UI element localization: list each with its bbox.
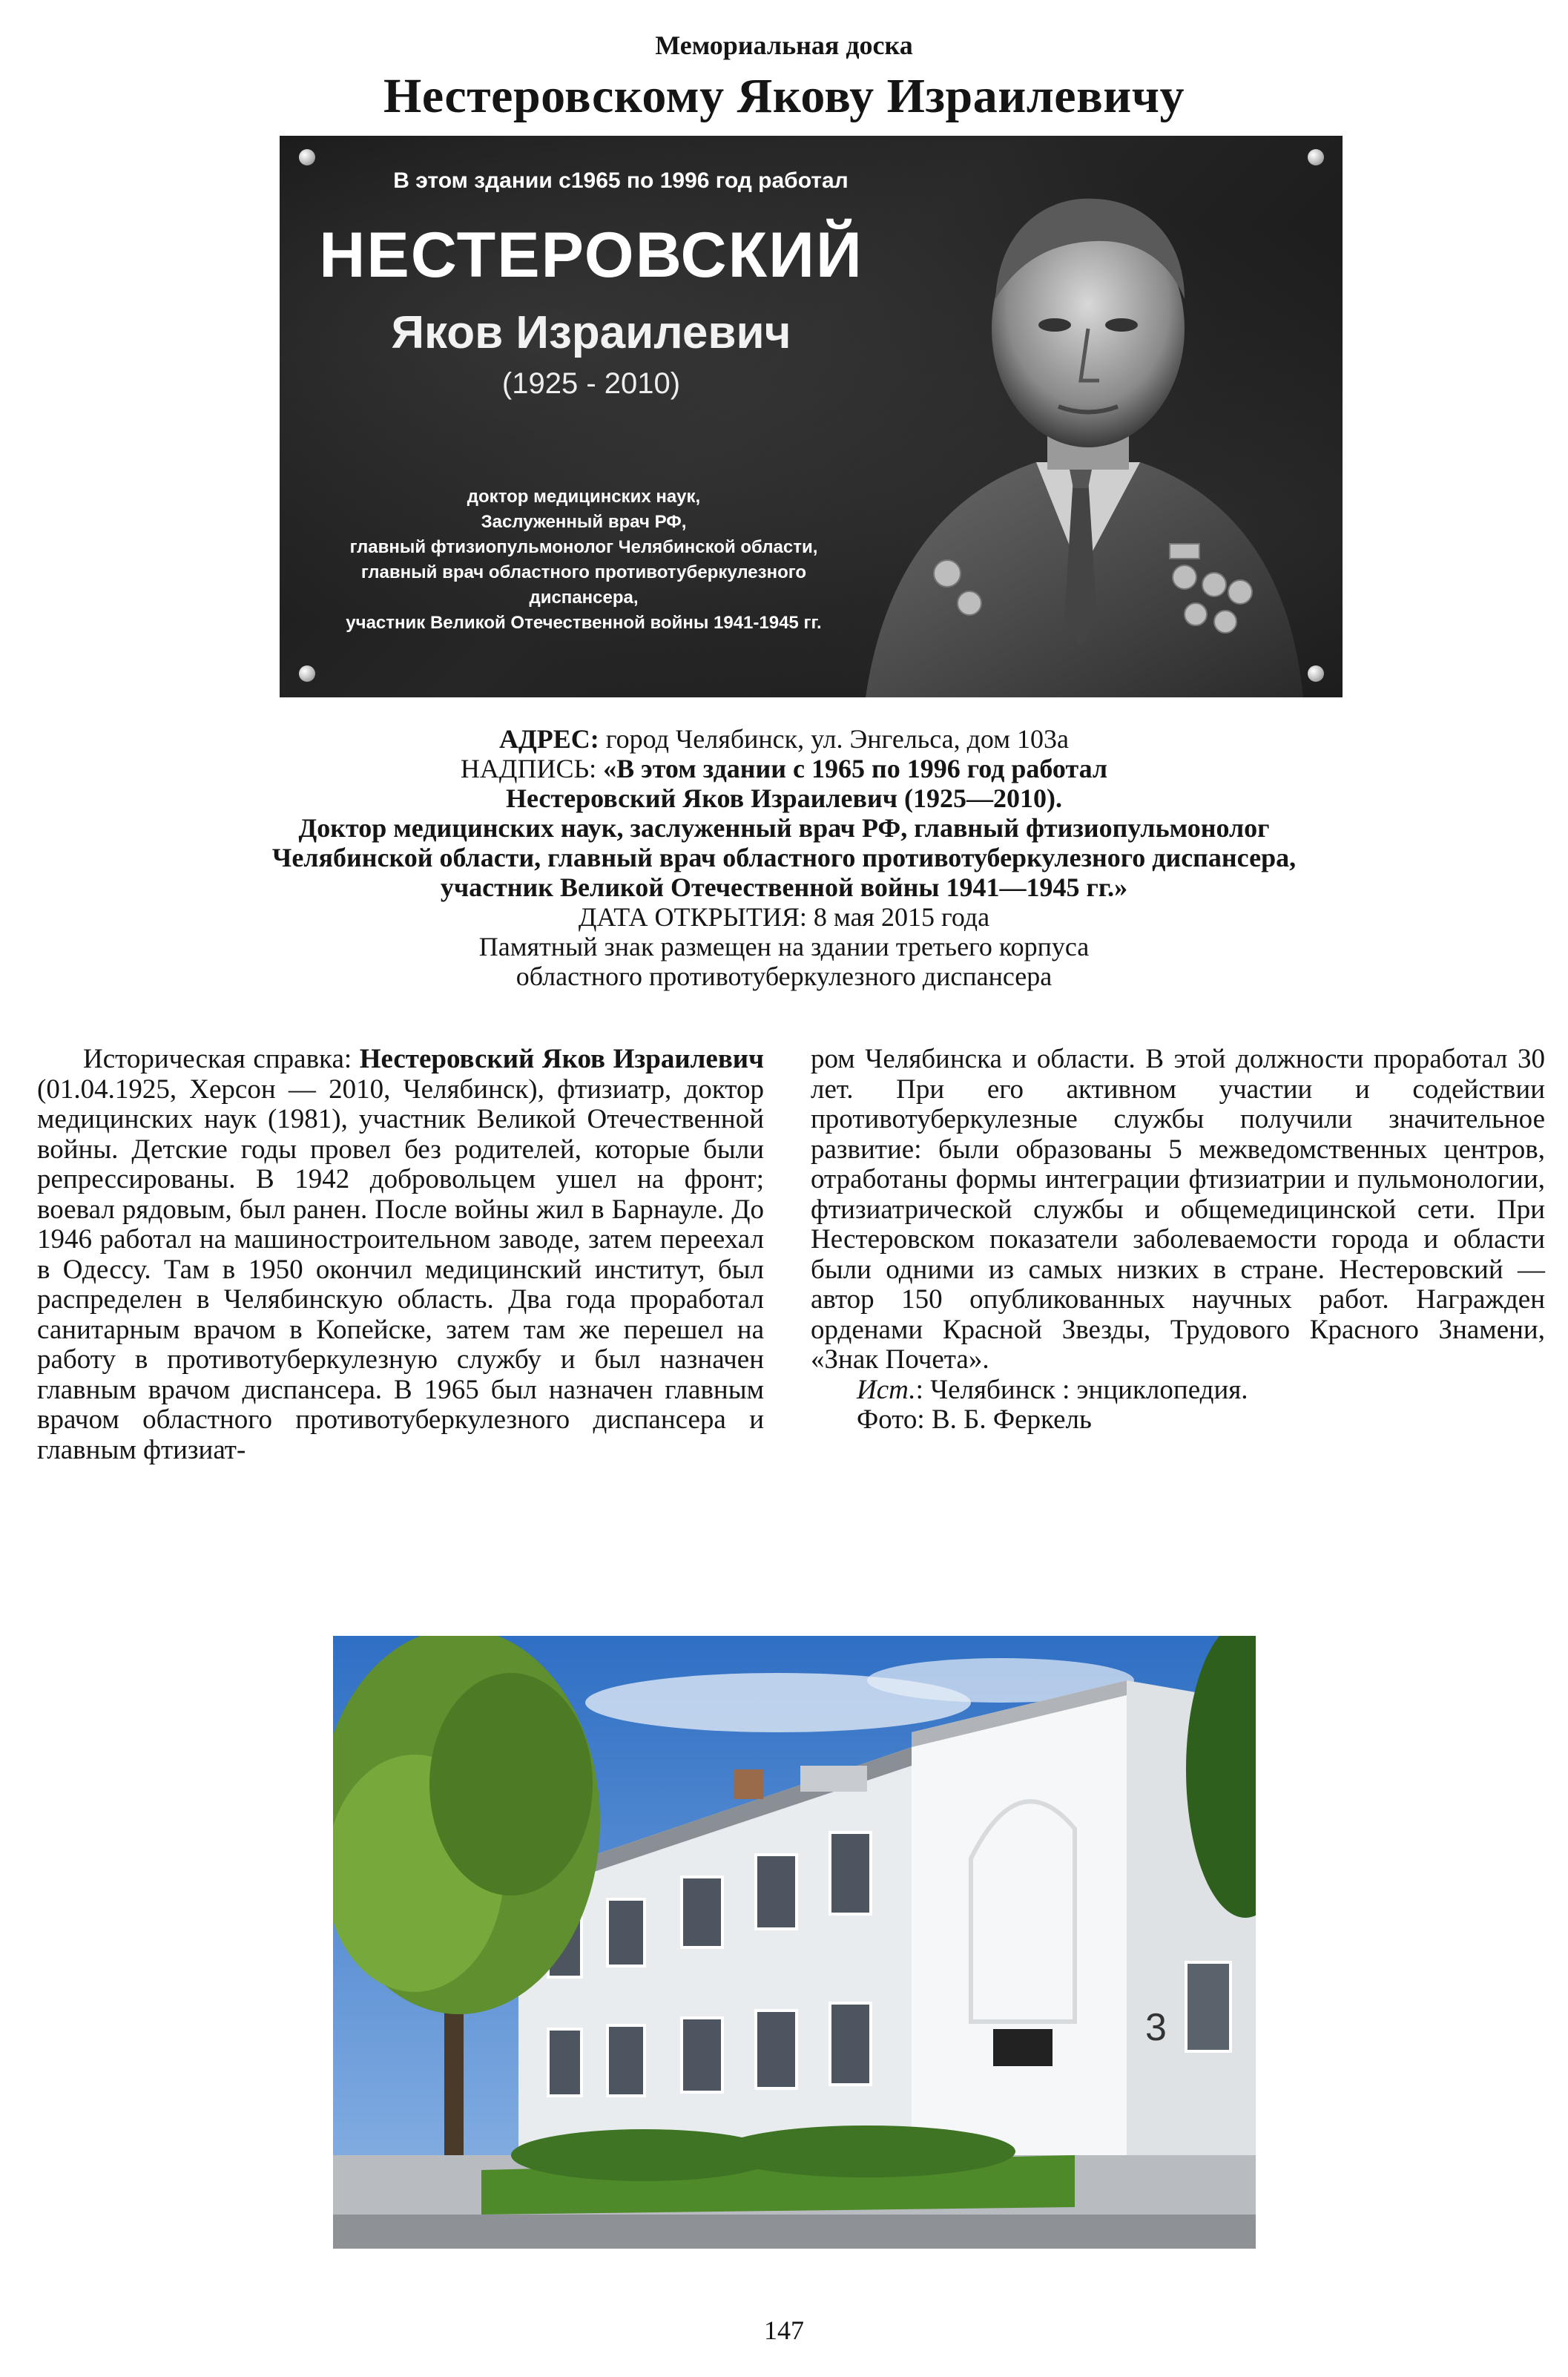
inscription-line — [0, 813, 1568, 843]
article-paragraph — [37, 1045, 764, 1465]
screw-icon — [1308, 665, 1324, 682]
screw-icon — [299, 149, 315, 165]
opening-value: 8 мая 2015 года — [806, 902, 990, 932]
screw-icon — [1308, 149, 1324, 165]
plaque-desc-line: главный врач областного противотуберкулезного — [360, 562, 807, 582]
screw-icon — [299, 665, 315, 682]
plaque-desc-line: участник Великой Отечественной войны 1941-1945 гг. — [346, 613, 822, 633]
opening-date-line — [0, 902, 1568, 932]
article-person-name: Нестеровский Яков Израилевич — [359, 1044, 764, 1074]
opening-label: ДАТА ОТКРЫТИЯ: — [578, 902, 807, 932]
article-text: (01.04.1925, Херсон — 2010, Челябинск), фтизиатр, доктор медицинских наук (1981), участник Великой Отечественной войны. Детские годы провел без родителей, которые были репрессированы. В 1942 добровольцем ушел на фронт; воевал рядовым, был ранен. После войны жил в Барнауле. До 1946 работал на машиностроительном заводе, затем переехал в Одессу. Там в 1950 окончил медицинский институт, был распределен в Челябинскую область. Два года проработал санитарным врачом в Копейске, затем там же перешел на работу в противотуберкулезную службу и был назначен главным врачом диспансера. В 1965 был назначен главным врачом областного противотуберкулезного диспансера и главным фтизиат- — [37, 1074, 764, 1465]
plaque-description — [294, 484, 873, 636]
page-number: 147 — [764, 2315, 804, 2345]
plaque-surname: НЕСТЕРОВСКИЙ — [319, 220, 863, 291]
article-text-continued: ром Челябинска и области. В этой должности проработал 30 лет. При его активном участии и содействии противотуберкулезные службы получили значительное развитие: были образованы 5 межведомственных центров, отработаны формы интеграции фтизиатрии и пульмонологии, фтизиатрической службы и общемедицинской сети. При Нестеровском показатели заболеваемости города и области были одними из самых низких в стране. Нестеровский — автор 150 опубликованных научных работ. Награжден орденами Красной Звезды, Трудового Красного Знамени, «Знак Почета». — [811, 1044, 1545, 1375]
inscription-text: участник Великой Отечественной войны 1941—1945 гг.» — [440, 872, 1128, 902]
inscription-line — [0, 872, 1568, 902]
plaque-desc-line: главный фтизиопульмонолог Челябинской области, — [349, 537, 818, 557]
address-value: город Челябинск, ул. Энгельса, дом 103а — [599, 724, 1069, 754]
plaque-line1: В этом здании с1965 по 1996 год работал — [393, 168, 849, 193]
plaque-years: (1925 - 2010) — [501, 367, 681, 400]
photo-credit: Фото: В. Б. Феркель — [857, 1404, 1092, 1435]
inscription-line — [0, 783, 1568, 813]
plaque-desc-line: доктор медицинских наук, — [467, 487, 701, 507]
location-note: Памятный знак размещен на здании третьего корпуса — [478, 932, 1090, 961]
inscription-text: Челябинской области, главный врач областного противотуберкулезного диспансера, — [271, 843, 1297, 872]
plaque-desc-line: Заслуженный врач РФ, — [481, 512, 687, 532]
source-line — [811, 1375, 1545, 1406]
header-subtitle: Мемориальная доска — [655, 30, 913, 60]
engraved-portrait — [858, 158, 1303, 697]
article-lead: Историческая справка: — [83, 1044, 360, 1074]
inscription-text: Доктор медицинских наук, заслуженный врач РФ, главный фтизиопульмонолог — [298, 813, 1270, 843]
building-number: 3 — [1145, 2006, 1167, 2049]
article-column-left — [37, 1045, 764, 1465]
inscription-line — [0, 754, 1568, 783]
address-label: АДРЕС: — [499, 724, 599, 754]
plaque-info — [0, 724, 1568, 991]
plaque-first-name: Яков Израилевич — [391, 307, 791, 358]
inscription-text: Нестеровский Яков Израилевич (1925—2010). — [506, 783, 1062, 813]
memorial-plaque-photo — [280, 136, 1343, 697]
location-note: областного противотуберкулезного диспансера — [515, 961, 1053, 991]
inscription-line — [0, 843, 1568, 872]
address-line — [0, 724, 1568, 754]
plaque-desc-line: диспансера, — [529, 588, 639, 608]
source-value: : Челябинск : энциклопедия. — [915, 1374, 1248, 1405]
inscription-text: «В этом здании с 1965 по 1996 год работал — [603, 754, 1108, 783]
inscription-label: НАДПИСЬ: — [460, 754, 604, 783]
source-label: Ист. — [857, 1374, 916, 1405]
page-title: Нестеровскому Якову Израилевичу — [383, 69, 1185, 123]
building-photo — [333, 1636, 1256, 2249]
article-column-right — [811, 1045, 1545, 1436]
